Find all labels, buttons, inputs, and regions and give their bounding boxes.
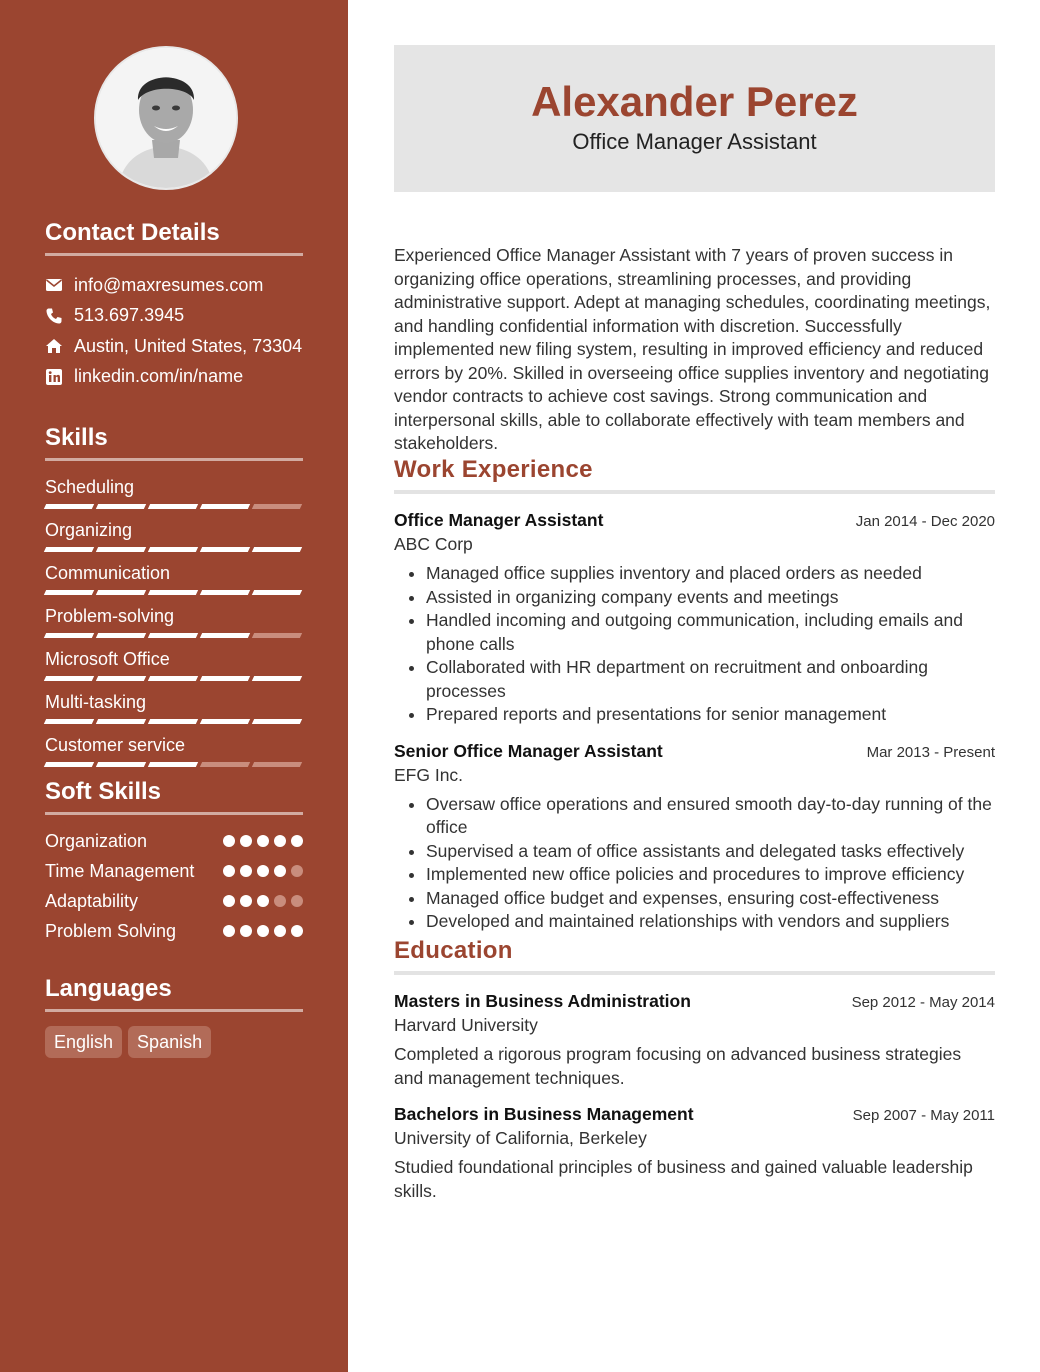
skill-name: Microsoft Office (45, 649, 170, 669)
education-entry (394, 1104, 995, 1203)
rating-dot-filled (291, 925, 303, 937)
job-bullet: • Managed office supplies inventory and placed orders as needed (426, 562, 995, 586)
soft-skill-name: Organization (45, 831, 148, 851)
contact-list (45, 270, 303, 392)
skill-segment-filled (96, 633, 146, 638)
soft-skill-item (45, 860, 303, 883)
skill-level-bar (45, 590, 301, 595)
skill-segment-filled (252, 590, 302, 595)
skill-segment-filled (148, 547, 198, 552)
job-bullet: • Prepared reports and presentations for senior management (426, 703, 995, 727)
rating-dot-empty (291, 865, 303, 877)
resume-header (394, 45, 995, 192)
home-icon (45, 337, 63, 355)
rating-dot-filled (240, 895, 252, 907)
contact-email-text: info@maxresumes.com (74, 274, 264, 295)
skill-name: Organizing (45, 520, 133, 540)
skill-item (45, 518, 303, 561)
skill-segment-empty (252, 762, 302, 767)
skill-segment-empty (252, 504, 302, 509)
rating-dot-empty (274, 895, 286, 907)
education-description: Completed a rigorous program focusing on advanced business strategies and management techniques. (394, 1044, 962, 1088)
skill-item (45, 690, 303, 733)
skills-heading: Skills (45, 424, 303, 461)
soft-skill-rating (223, 920, 303, 937)
education-header (394, 991, 995, 1012)
rating-dot-filled (274, 925, 286, 937)
soft-skill-item (45, 830, 303, 853)
skill-segment-filled (96, 762, 146, 767)
languages-section (45, 975, 303, 1058)
contact-heading: Contact Details (45, 219, 303, 256)
skill-item (45, 647, 303, 690)
rating-dot-filled (274, 865, 286, 877)
degree-title: Bachelors in Business Management (394, 1104, 694, 1124)
job-bullet: • Developed and maintained relationships with vendors and suppliers (426, 910, 995, 934)
summary-text: Experienced Office Manager Assistant with 7 years of proven success in organizing office operations, streamlining processes, and providing administrative support. Adept at managing schedules, coordinating meetings, and handling confidential information with discretion. Successfully implemented new filing system, resulting in improved efficiency and reduced errors by 20%. Skilled in overseeing office supplies inventory and negotiating vendor contracts to achieve cost savings. Strong communication and interpersonal skills, able to collaborate effectively with team members and stakeholders. (394, 245, 991, 453)
education-dates: Sep 2012 - May 2014 (851, 994, 995, 1011)
soft-skill-rating (223, 830, 303, 847)
email-icon (45, 276, 63, 294)
rating-dot-filled (240, 865, 252, 877)
linkedin-icon (45, 368, 63, 386)
skills-list (45, 475, 303, 776)
candidate-name: Alexander Perez (531, 78, 858, 125)
school-name: University of California, Berkeley (394, 1128, 647, 1148)
avatar (94, 46, 238, 190)
skill-level-bar (45, 762, 301, 767)
skill-name: Communication (45, 563, 171, 583)
job-entry (394, 510, 995, 727)
skill-segment-empty (252, 633, 302, 638)
skill-segment-filled (44, 676, 94, 681)
skill-level-bar (45, 547, 301, 552)
education-header (394, 1104, 995, 1125)
skill-segment-filled (252, 547, 302, 552)
language-pill: English (45, 1026, 122, 1058)
soft-skill-name: Time Management (45, 861, 195, 881)
skill-segment-filled (148, 676, 198, 681)
rating-dot-empty (291, 895, 303, 907)
soft-skill-name: Problem Solving (45, 921, 177, 941)
contact-address (45, 331, 303, 362)
soft-skills-list (45, 830, 303, 943)
soft-skill-rating (223, 860, 303, 877)
rating-dot-filled (257, 895, 269, 907)
job-bullets (394, 793, 995, 934)
job-bullet: • Collaborated with HR department on recruitment and onboarding processes (426, 656, 995, 703)
phone-icon (45, 307, 63, 325)
job-bullet: • Supervised a team of office assistants and delegated tasks effectively (426, 840, 995, 864)
skill-segment-filled (148, 719, 198, 724)
skill-segment-filled (252, 719, 302, 724)
job-bullet: • Oversaw office operations and ensured smooth day-to-day running of the office (426, 793, 995, 840)
skill-item (45, 561, 303, 604)
skill-name: Problem-solving (45, 606, 175, 626)
job-header (394, 741, 995, 762)
skill-segment-filled (96, 504, 146, 509)
job-company: ABC Corp (394, 534, 473, 554)
job-bullet: • Implemented new office policies and procedures to improve efficiency (426, 863, 995, 887)
rating-dot-filled (257, 925, 269, 937)
skill-segment-filled (200, 719, 250, 724)
rating-dot-filled (223, 835, 235, 847)
skill-segment-filled (96, 590, 146, 595)
skill-name: Multi-tasking (45, 692, 147, 712)
skill-segment-filled (44, 590, 94, 595)
skill-item (45, 475, 303, 518)
skill-segment-filled (44, 719, 94, 724)
school-name: Harvard University (394, 1015, 538, 1035)
rating-dot-filled (274, 835, 286, 847)
skill-level-bar (45, 504, 301, 509)
education-description: Studied foundational principles of business and gained valuable leadership skills. (394, 1157, 973, 1201)
skill-segment-filled (200, 676, 250, 681)
skill-segment-filled (148, 590, 198, 595)
job-company: EFG Inc. (394, 764, 464, 785)
job-bullet: • Managed office budget and expenses, ensuring cost-effectiveness (426, 887, 995, 911)
language-pill: Spanish (128, 1026, 211, 1058)
sidebar (0, 0, 348, 1372)
skill-name: Customer service (45, 735, 186, 755)
skill-segment-filled (44, 547, 94, 552)
skill-name: Scheduling (45, 477, 135, 497)
skill-segment-filled (96, 676, 146, 681)
rating-dot-filled (240, 835, 252, 847)
skill-item (45, 733, 303, 776)
soft-skill-rating (223, 890, 303, 907)
work-experience-section (394, 456, 995, 934)
job-bullet: • Handled incoming and outgoing communication, including emails and phone calls (426, 609, 995, 656)
skill-segment-filled (96, 547, 146, 552)
skill-segment-filled (148, 633, 198, 638)
contact-linkedin-text: linkedin.com/in/name (74, 366, 244, 387)
candidate-title: Office Manager Assistant (572, 129, 817, 154)
skill-segment-filled (200, 590, 250, 595)
education-heading: Education (394, 937, 995, 975)
job-title: Senior Office Manager Assistant (394, 740, 663, 761)
contact-phone[interactable] (45, 301, 303, 332)
rating-dot-filled (223, 865, 235, 877)
skills-section (45, 424, 303, 776)
skill-segment-filled (96, 719, 146, 724)
job-entry (394, 741, 995, 934)
skill-segment-filled (44, 504, 94, 509)
work-experience-heading: Work Experience (394, 456, 995, 494)
soft-skill-item (45, 920, 303, 943)
soft-skills-heading: Soft Skills (45, 778, 303, 815)
skill-segment-filled (44, 762, 94, 767)
languages-heading: Languages (45, 975, 303, 1012)
skill-segment-filled (148, 762, 198, 767)
contact-email[interactable] (45, 270, 303, 301)
job-bullet: • Assisted in organizing company events and meetings (426, 586, 995, 610)
skill-segment-filled (200, 547, 250, 552)
contact-phone-text: 513.697.3945 (74, 305, 185, 326)
soft-skill-name: Adaptability (45, 891, 139, 911)
education-section (394, 937, 995, 1203)
avatar-photo (96, 48, 236, 188)
rating-dot-filled (257, 865, 269, 877)
skill-level-bar (45, 633, 301, 638)
skill-segment-filled (200, 633, 250, 638)
rating-dot-filled (257, 835, 269, 847)
skill-segment-empty (200, 762, 250, 767)
degree-title: Masters in Business Administration (394, 991, 691, 1011)
skill-level-bar (45, 719, 301, 724)
rating-dot-filled (223, 895, 235, 907)
job-dates: Mar 2013 - Present (866, 743, 995, 761)
rating-dot-filled (240, 925, 252, 937)
skill-item (45, 604, 303, 647)
soft-skill-item (45, 890, 303, 913)
job-dates: Jan 2014 - Dec 2020 (855, 513, 995, 530)
skill-segment-filled (200, 504, 250, 509)
rating-dot-filled (223, 925, 235, 937)
skill-segment-filled (252, 676, 302, 681)
job-header (394, 510, 995, 531)
rating-dot-filled (291, 835, 303, 847)
skill-level-bar (45, 676, 301, 681)
job-bullets (394, 562, 995, 727)
skill-segment-filled (44, 633, 94, 638)
job-title: Office Manager Assistant (394, 510, 604, 530)
languages-list (45, 1026, 303, 1058)
education-dates: Sep 2007 - May 2011 (852, 1107, 995, 1124)
contact-linkedin[interactable] (45, 362, 303, 393)
contact-section (45, 219, 303, 392)
skill-segment-filled (148, 504, 198, 509)
contact-address-text: Austin, United States, 73304 (74, 335, 303, 356)
education-entry (394, 991, 995, 1090)
soft-skills-section (45, 778, 303, 950)
